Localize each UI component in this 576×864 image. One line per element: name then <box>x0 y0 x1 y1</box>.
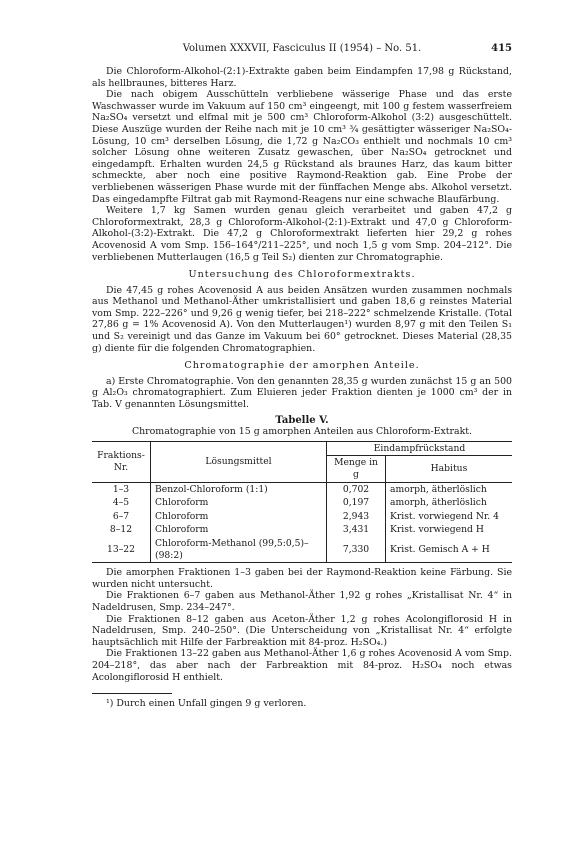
cell-mass: 7,330 <box>327 537 386 563</box>
paragraph: Die nach obigem Ausschütteln verbliebene wässerige Phase und das erste Waschwasser wurde im Vakuum auf 150 cm³ eingeengt, mit 100 g festem wasserfreiem Na₂SO₄ versetzt und elfmal mit je 500 cm³ Chloroform-Alkohol (3:2) ausgeschüttelt. Diese Auszüge wurden der Reihe nach mit je 10 cm³ ¾ gesättigter wässeriger Na₂SO₄-Lösung, 10 cm³ derselben Lösung, die 1,72 g Na₂CO₃ enthielt und nochmals 10 cm³ solcher Lösung ohne weiteren Zusatz gewaschen, über Na₂SO₄ getrocknet und eingedampft. Erhalten wurden 24,5 g Rückstand als braunes Harz, das kaum bitter schmeckte, aber noch eine positive Raymond-Reaktion gab. Eine Probe der verbliebenen wässerigen Phase wurde mit der fünffachen Menge abs. Alkohol versetzt. Das eingedampfte Filtrat gab mit Raymond-Reagens nur eine schwache Blaufärbung. <box>92 89 512 205</box>
cell-solvent: Chloroform <box>151 510 327 524</box>
cell-mass: 0,702 <box>327 482 386 496</box>
footnote-divider <box>92 693 172 694</box>
running-header <box>92 43 512 57</box>
journal-title: Volumen XXXVII, Fasciculus II (1954) – No. 51. <box>182 43 422 54</box>
paragraph: Weitere 1,7 kg Samen wurden genau gleich verarbeitet und gaben 47,2 g Chloroformextrakt, 28,3 g Chloroform-Alkohol-(2:1)-Extrakt und 47,0 g Chloroform-Alkohol-(3:2)-Extrakt. Die 47,2 g Chloroformextrakt lieferten hier 29,2 g rohes Acovenosid A vom Smp. 156–164°/211–225°, und noch 1,5 g vom Smp. 204–212°. Die verbliebenen Mutterlaugen (16,5 g Teil S₂) dienten zur Chromatographie. <box>92 205 512 263</box>
paragraph: Die Chloroform-Alkohol-(2:1)-Extrakte gaben beim Eindampfen 17,98 g Rückstand, als hellbraunes, bitteres Harz. <box>92 66 512 89</box>
paragraph: a) Erste Chromatographie. Von den genannten 28,35 g wurden zunächst 15 g an 500 g Al₂O₃ chromatographiert. Zum Eluieren jeder Fraktion dienten je 1000 cm³ der in Tab. V genannten Lösungsmittel. <box>92 375 512 411</box>
cell-solvent: Benzol-Chloroform (1:1) <box>151 482 327 496</box>
cell-habit: Krist. vorwiegend Nr. 4 <box>390 510 499 522</box>
cell-solvent: Chloroform <box>151 496 327 510</box>
cell-fraktion: 4–5 <box>92 496 151 510</box>
cell-solvent: Chloroform-Methanol (99,5:0,5)–(98:2) <box>151 537 327 563</box>
cell-habit: amorph, ätherlöslich <box>390 483 487 495</box>
paragraph: Die 47,45 g rohes Acovenosid A aus beiden Ansätzen wurden zusammen nochmals aus Methanol und Methanol-Äther umkristallisiert und gaben 18,6 g reinstes Material vom Smp. 222–226° und 9,26 g wenig tiefer, bei 218–222° schmelzende Kristalle. (Total 27,86 g = 1% Acovenosid A). Von den Mutterlaugen¹) wurden 8,97 g mit den Teilen S₁ und S₂ vereinigt und das Ganze im Vakuum bei 60° getrocknet. Dieses Material (28,35 g) diente für die folgenden Chromatographien. <box>92 284 512 354</box>
header-habit: Habitus <box>386 456 513 482</box>
table-row <box>92 496 512 510</box>
chromatography-table <box>92 441 512 563</box>
cell-mass: 0,197 <box>327 496 386 510</box>
cell-habit: amorph, ätherlöslich <box>390 497 487 509</box>
paragraph: Die Fraktionen 13–22 gaben aus Methanol-Äther 1,6 g rohes Acovenosid A vom Smp. 204–218°, das aber nach der Farbreaktion mit 84-proz. H₂SO₄ noch etwas Acolongiflorosid H enthielt. <box>92 648 512 683</box>
cell-fraktion: 8–12 <box>92 523 151 537</box>
table-title: Tabelle V. <box>275 414 329 426</box>
cell-mass: 2,943 <box>327 510 386 524</box>
table-row <box>92 482 512 496</box>
paragraph: Die amorphen Fraktionen 1–3 gaben bei der Raymond-Reaktion keine Färbung. Sie wurden nicht untersucht. <box>92 567 512 590</box>
table-row <box>92 523 512 537</box>
table-row <box>92 537 512 563</box>
section-heading: Chromatographie der amorphen Anteile. <box>184 360 420 372</box>
cell-mass: 3,431 <box>327 523 386 537</box>
cell-fraktion: 6–7 <box>92 510 151 524</box>
paragraph: Die Fraktionen 6–7 gaben aus Methanol-Äther 1,92 g rohes „Kristallisat Nr. 4“ in Nadeldrusen, Smp. 234–247°. <box>92 590 512 613</box>
section-heading: Untersuchung des Chloroformextrakts. <box>188 269 416 281</box>
footnote: ¹) Durch einen Unfall gingen 9 g verloren. <box>106 698 307 710</box>
cell-solvent: Chloroform <box>151 523 327 537</box>
cell-habit: Krist. vorwiegend H <box>390 524 484 536</box>
header-mass: Menge in g <box>327 456 386 482</box>
cell-habit: Krist. Gemisch A + H <box>390 543 490 555</box>
table-row <box>92 510 512 524</box>
header-fraktions: Fraktions-Nr. <box>92 441 151 482</box>
page-number: 415 <box>491 43 512 54</box>
cell-fraktion: 13–22 <box>92 537 151 563</box>
header-residue-group: Eindampfrückstand <box>327 441 513 456</box>
header-solvent: Lösungsmittel <box>151 441 327 482</box>
cell-fraktion: 1–3 <box>92 482 151 496</box>
paragraph: Die Fraktionen 8–12 gaben aus Aceton-Äther 1,2 g rohes Acolongiflorosid H in Nadeldrusen, Smp. 240–250°. (Die Unterscheidung von „Kristallisat Nr. 4“ erfolgte hauptsächlich mit Hilfe der Farbreaktion mit 84-proz. H₂SO₄.) <box>92 613 512 648</box>
article-body <box>92 66 512 710</box>
table-caption: Chromatographie von 15 g amorphen Anteilen aus Chloroform-Extrakt. <box>131 426 473 438</box>
